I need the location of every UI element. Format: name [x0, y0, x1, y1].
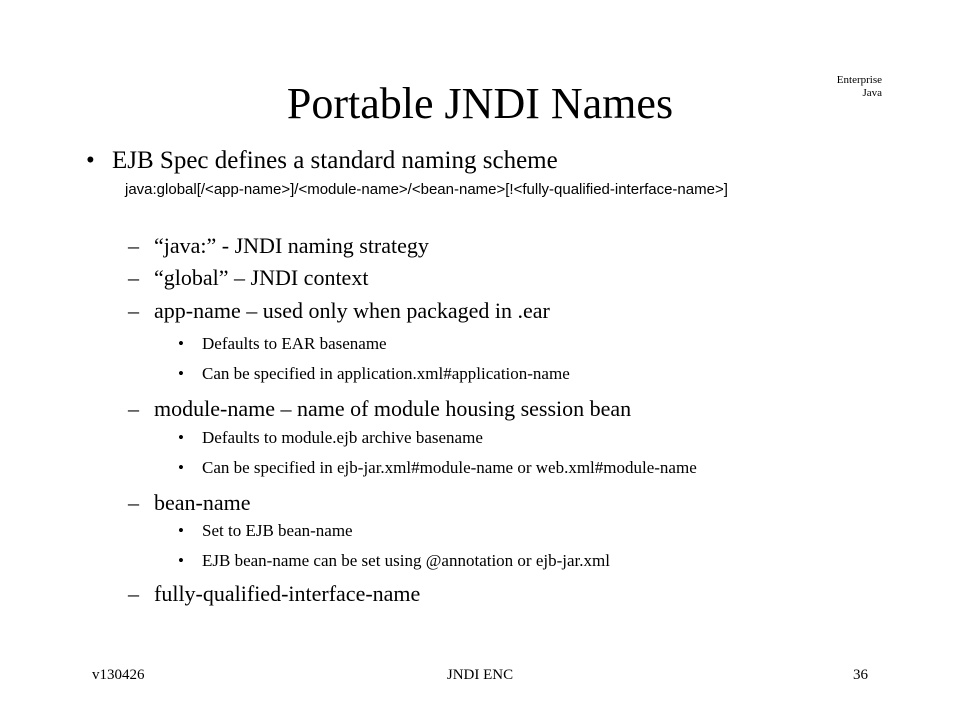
- dash-icon: –: [128, 265, 139, 290]
- detail-item-text: Can be specified in ejb-jar.xml#module-name or web.xml#module-name: [202, 458, 697, 477]
- detail-item: [178, 427, 483, 449]
- bullet-icon: •: [178, 521, 184, 540]
- sub-item-text: app-name – used only when packaged in .ear: [154, 298, 550, 323]
- bullet-icon: •: [178, 458, 184, 477]
- footer-version: v130426: [92, 667, 145, 683]
- detail-item-text: Defaults to EAR basename: [202, 334, 387, 353]
- sub-item-text: “java:” - JNDI naming strategy: [154, 233, 429, 258]
- sub-item-text: fully-qualified-interface-name: [154, 581, 421, 606]
- naming-scheme: java:global[/<app-name>]/<module-name>/<bean-name>[!<fully-qualified-interface-name>]: [125, 181, 728, 198]
- sub-item: [128, 395, 631, 423]
- detail-item-text: Can be specified in application.xml#application-name: [202, 364, 570, 383]
- detail-item: [178, 363, 570, 385]
- course-label-line2: Java: [862, 87, 882, 99]
- bullet-icon: •: [178, 364, 184, 383]
- course-label-line1: Enterprise: [836, 74, 882, 86]
- slide-title: Portable JNDI Names: [286, 79, 674, 128]
- sub-item-text: “global” – JNDI context: [154, 265, 369, 290]
- dash-icon: –: [128, 233, 139, 258]
- sub-item-text: module-name – name of module housing session bean: [154, 396, 632, 421]
- sub-item: [128, 232, 429, 260]
- detail-item-text: EJB bean-name can be set using @annotation or ejb-jar.xml: [202, 551, 610, 570]
- detail-item: [178, 520, 353, 542]
- sub-item: [128, 264, 368, 292]
- bullet-icon: •: [178, 428, 184, 447]
- dash-icon: –: [128, 298, 139, 323]
- page-number: 36: [853, 667, 868, 683]
- detail-item: [178, 333, 387, 355]
- detail-item: [178, 550, 610, 572]
- footer-topic: JNDI ENC: [446, 667, 514, 683]
- dash-icon: –: [128, 581, 139, 606]
- bullet-icon: •: [86, 147, 95, 174]
- sub-item: [128, 580, 420, 608]
- sub-item-text: bean-name: [154, 490, 251, 515]
- bullet-icon: •: [178, 551, 184, 570]
- main-bullet: [86, 146, 558, 176]
- sub-item: [128, 297, 550, 325]
- detail-item: [178, 457, 697, 479]
- detail-item-text: Defaults to module.ejb archive basename: [202, 428, 483, 447]
- dash-icon: –: [128, 490, 139, 515]
- sub-item: [128, 489, 251, 517]
- detail-item-text: Set to EJB bean-name: [202, 521, 353, 540]
- bullet-icon: •: [178, 334, 184, 353]
- main-bullet-text: EJB Spec defines a standard naming scheme: [112, 147, 558, 174]
- dash-icon: –: [128, 396, 139, 421]
